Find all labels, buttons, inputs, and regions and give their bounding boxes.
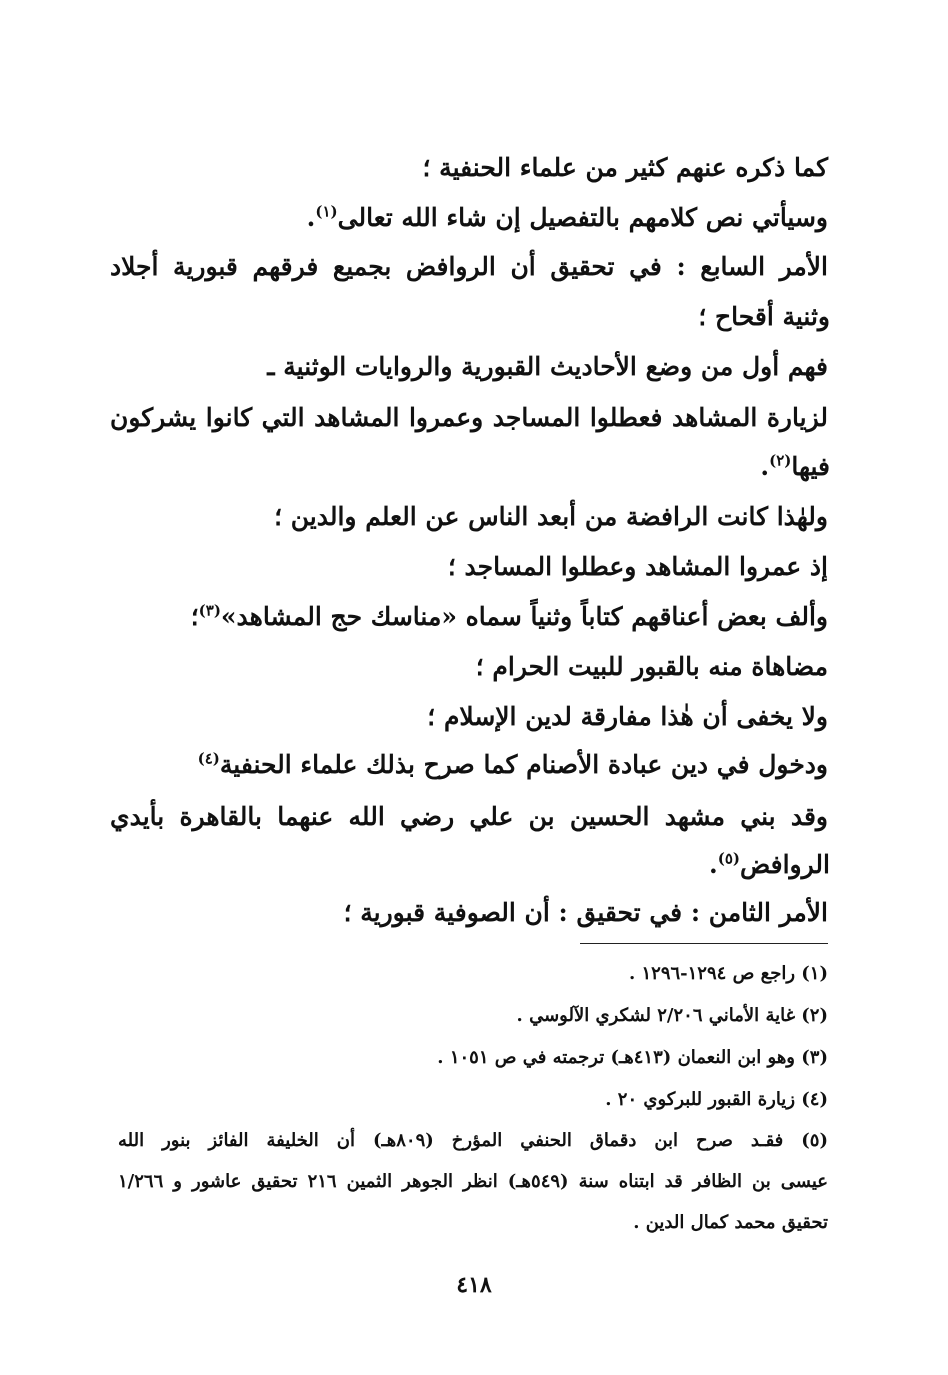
- body-line-8: ولهٰذا كانت الرافضة من أبعد الناس عن العلم والدين ؛: [274, 502, 828, 531]
- body-line-3: الأمر السابع : في تحقيق أن الروافض بجميع فرقهم قبورية أجلاد: [110, 252, 828, 281]
- body-line-10: وألف بعض أعناقهم كتاباً وثنياً سماه «مناسك حج المشاهد»$^{(٣)}$؛: [190, 601, 828, 631]
- section-heading-8: الأمر الثامن : في تحقيق : أن الصوفية قبورية ؛: [343, 898, 828, 927]
- footnote-2: (٢) غاية الأماني ٢/٢٠٦ لشكري الآلوسي .: [516, 1005, 828, 1026]
- footnote-5-line-2: عيسى بن الظافر قد ابتناه سنة (٥٤٩هـ) انظر الجوهر الثمين ٢١٦ تحقيق عاشور و ١/٢٦٦: [118, 1171, 829, 1192]
- footnote-3: (٣) وهو ابن النعمان (٤١٣هـ) ترجمته في ص ١٠٥١ .: [437, 1047, 828, 1068]
- body-line-13: ودخول في دين عبادة الأصنام كما صرح بذلك علماء الحنفية$^{(٤)}$: [197, 749, 828, 779]
- body-line-6: لزيارة المشاهد فعطلوا المساجد وعمروا المشاهد التي كانوا يشركون: [110, 403, 828, 432]
- body-line-12: ولا يخفى أن هٰذا مفارقة لدين الإسلام ؛: [427, 702, 828, 731]
- footnote-ref-4: (٤): [197, 749, 220, 768]
- page-number: ٤١٨: [456, 1272, 492, 1298]
- body-line-2: وسيأتي نص كلامهم بالتفصيل إن شاء الله تعالى$^{(١)}$.: [306, 202, 828, 232]
- body-line-11: مضاهاة منه بالقبور للبيت الحرام ؛: [475, 652, 828, 681]
- footnote-ref-3: (٣): [198, 601, 221, 620]
- body-line-14: وقد بني مشهد الحسين بن علي رضي الله عنهما بالقاهرة بأيدي: [110, 802, 828, 831]
- footnote-1: (١) راجع ص ١٢٩٤-١٢٩٦ .: [628, 963, 828, 984]
- footnote-4: (٤) زيارة القبور للبركوي ٢٠ .: [605, 1089, 828, 1110]
- body-line-7: فيها$^{(٢)}$.: [760, 451, 830, 481]
- body-line-9: إذ عمروا المشاهد وعطلوا المساجد ؛: [447, 552, 828, 581]
- footnote-ref-1: (١): [315, 202, 338, 221]
- body-line-1: كما ذكره عنهم كثير من علماء الحنفية ؛: [422, 153, 828, 182]
- body-line-4: وثنية أقحاح ؛: [698, 302, 830, 331]
- footnote-separator: [580, 943, 828, 944]
- body-line-15: الروافض$^{(٥)}$.: [709, 849, 830, 879]
- footnote-5-line-1: (٥) فقـد صرح ابن دقماق الحنفي المؤرخ (٨٠٩هـ) أن الخليفة الفائز بنور الله: [118, 1130, 828, 1151]
- footnote-5-line-3: تحقيق محمد كمال الدين .: [633, 1212, 828, 1233]
- body-line-5: فهم أول من وضع الأحاديث القبورية والروايات الوثنية ـ: [267, 352, 828, 381]
- footnote-ref-2: (٢): [769, 451, 792, 470]
- footnote-ref-5: (٥): [717, 849, 741, 868]
